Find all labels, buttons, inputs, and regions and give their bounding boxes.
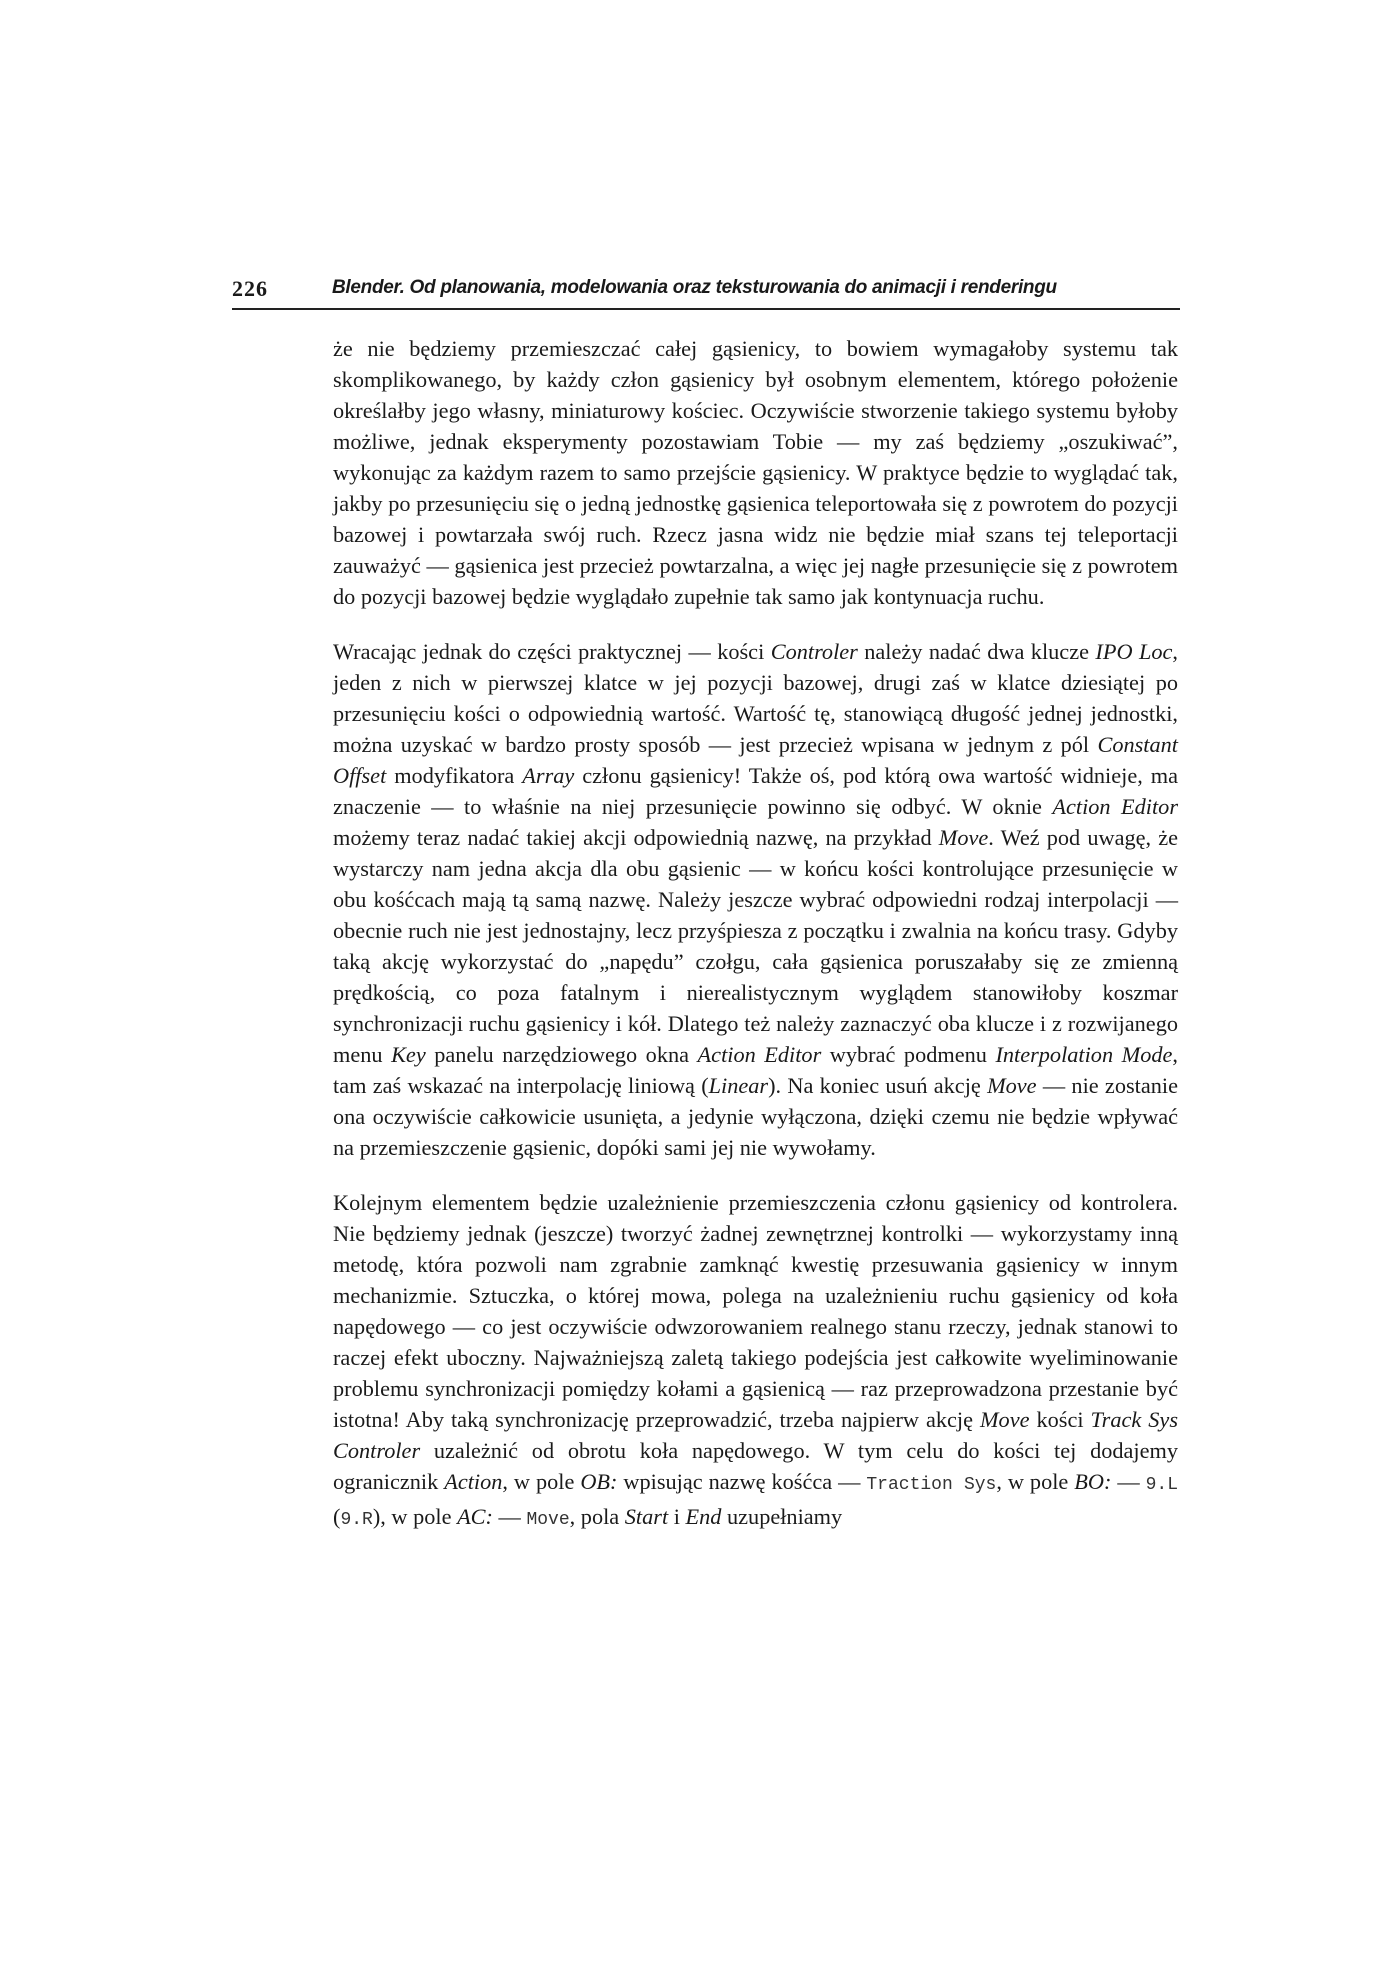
term-end: End — [685, 1504, 722, 1529]
text-run: — — [1111, 1469, 1146, 1494]
text-run: członu gąsienicy! Także oś, pod którą owa wartość widnieje, ma znaczenie — to właśnie na niej przesunięcie powinno się odbyć. W oknie — [333, 763, 1178, 819]
paragraph-2 — [333, 636, 1178, 1163]
text-run: , w pole — [996, 1469, 1075, 1494]
text-run: modyfikatora — [386, 763, 523, 788]
text-run: , pola — [569, 1504, 625, 1529]
text-run: i — [668, 1504, 686, 1529]
text-run: , tam zaś wskazać na interpolację liniową ( — [333, 1042, 1178, 1098]
term-bo: BO: — [1074, 1469, 1112, 1494]
code-9l: 9.L — [1145, 1475, 1179, 1495]
page-number: 226 — [232, 276, 268, 301]
code-move: Move — [526, 1510, 570, 1530]
text-run: panelu narzędziowego okna — [425, 1042, 698, 1067]
paragraph-1: że nie będziemy przemieszczać całej gąsienicy, to bowiem wymagałoby systemu tak skomplikowanego, by każdy człon gąsienicy był osobnym elementem, którego położenie określałby jego własny, miniaturowy kościec. Oczywiście stworzenie takiego systemu byłoby możliwe, jednak eksperymenty pozostawiam Tobie — my zaś będziemy „oszukiwać”, wykonując za każdym razem to samo przejście gąsienicy. W praktyce będzie to wyglądać tak, jakby po przesunięciu się o jedną jednostkę gąsienica teleportowała się z powrotem do pozycji bazowej i powtarzała swój ruch. Rzecz jasna widz nie będzie miał szans tej teleportacji zauważyć — gąsienica jest przecież powtarzalna, a więc jej nagłe przesunięcie się z powrotem do pozycji bazowej będzie wyglądało zupełnie tak samo jak kontynuacja ruchu. — [333, 336, 1178, 609]
term-linear: Linear — [708, 1073, 769, 1098]
text-run: kości — [1029, 1407, 1091, 1432]
term-ac: AC: — [457, 1504, 493, 1529]
text-run: ). Na koniec usuń akcję — [768, 1073, 988, 1098]
text-run: — — [492, 1504, 527, 1529]
text-run: , w pole — [502, 1469, 581, 1494]
text-run: wpisując nazwę kośćca — — [617, 1469, 867, 1494]
text-run: ( — [333, 1504, 341, 1529]
text-run: Wracając jednak do części praktycznej — kości — [333, 639, 771, 664]
text-run: . Weź pod uwagę, że wystarczy nam jedna akcja dla obu gąsienic — w końcu kości kontrolujące przesunięcie w obu kośćcach mają tą samą nazwę. Należy jeszcze wybrać odpowiedni rodzaj interpolacji — obecnie ruch nie jest jednostajny, lecz przyśpiesza z początku i zwalnia na końcu trasy. Gdyby taką akcję wykorzystać do „napędu” czołgu, cała gąsienica poruszałaby się ze zmienną prędkością, co poza fatalnym i nierealistycznym wyglądem stanowiłoby koszmar synchronizacji ruchu gąsienicy i kół. Dlatego też należy zaznaczyć oba klucze i z rozwijanego menu — [333, 825, 1178, 1067]
term-interpolation-mode: Interpolation Mode — [995, 1042, 1173, 1067]
term-controler: Controler — [770, 639, 858, 664]
text-run: ), w pole — [372, 1504, 458, 1529]
term-move: Move — [987, 1073, 1037, 1098]
text-run: możemy teraz nadać takiej akcji odpowiednią nazwę, na przykład — [333, 825, 939, 850]
paragraph-3 — [333, 1187, 1178, 1536]
text-run: uzależnić od obrotu koła napędowego. W tym celu do kości tej dodajemy ogranicznik — [333, 1438, 1178, 1494]
text-run: należy nadać dwa klucze — [857, 639, 1096, 664]
term-key: Key — [391, 1042, 426, 1067]
text-run: — nie zostanie ona oczywiście całkowicie usunięta, a jedynie wyłączona, dzięki czemu nie będzie wpływać na przemieszczenie gąsienic, dopóki sami jej nie wywołamy. — [333, 1073, 1178, 1160]
running-header — [232, 276, 1180, 310]
term-action: Action — [444, 1469, 503, 1494]
term-ipo-loc: IPO Loc — [1095, 639, 1173, 664]
term-move: Move — [979, 1407, 1030, 1432]
term-track-sys-controler: Track Sys Controler — [333, 1407, 1178, 1463]
text-run: , jeden z nich w pierwszej klatce w jej pozycji bazowej, drugi zaś w klatce dziesiątej po przesunięciu kości o odpowiednią wartość. Wartość tę, stanowiącą długość jednej jednostki, można uzyskać w bardzo prosty sposób — jest przecież wpisana w jednym z pól — [333, 639, 1178, 757]
term-action-editor: Action Editor — [697, 1042, 822, 1067]
term-ob: OB: — [580, 1469, 618, 1494]
term-action-editor: Action Editor — [1052, 794, 1178, 819]
term-start: Start — [624, 1504, 669, 1529]
code-9r: 9.R — [340, 1510, 373, 1530]
text-run: Kolejnym elementem będzie uzależnienie przemieszczenia członu gąsienicy od kontrolera. Nie będziemy jednak (jeszcze) tworzyć żadnej zewnętrznej kontrolki — wykorzystamy inną metodę, która pozwoli nam zgrabnie zamknąć kwestię przesuwania gąsienicy w innym mechanizmie. Sztuczka, o której mowa, polega na uzależnieniu ruchu gąsienicy od koła napędowego — co jest oczywiście odwzorowaniem realnego stanu rzeczy, jednak stanowi to raczej efekt uboczny. Najważniejszą zaletą takiego podejścia jest całkowite wyeliminowanie problemu synchronizacji pomiędzy kołami a gąsienicą — raz przeprowadzona przestanie być istotna! Aby taką synchronizację przeprowadzić, trzeba najpierw akcję — [333, 1190, 1178, 1432]
text-run: uzupełniamy — [721, 1504, 843, 1529]
body-text — [333, 333, 1178, 1536]
term-array: Array — [522, 763, 575, 788]
running-title: Blender. Od planowania, modelowania oraz teksturowania do animacji i renderingu — [332, 277, 1057, 298]
code-traction-sys: Traction Sys — [866, 1475, 997, 1495]
term-move: Move — [938, 825, 989, 850]
text-run: wybrać podmenu — [821, 1042, 996, 1067]
term-constant-offset: Constant Offset — [333, 732, 1178, 788]
